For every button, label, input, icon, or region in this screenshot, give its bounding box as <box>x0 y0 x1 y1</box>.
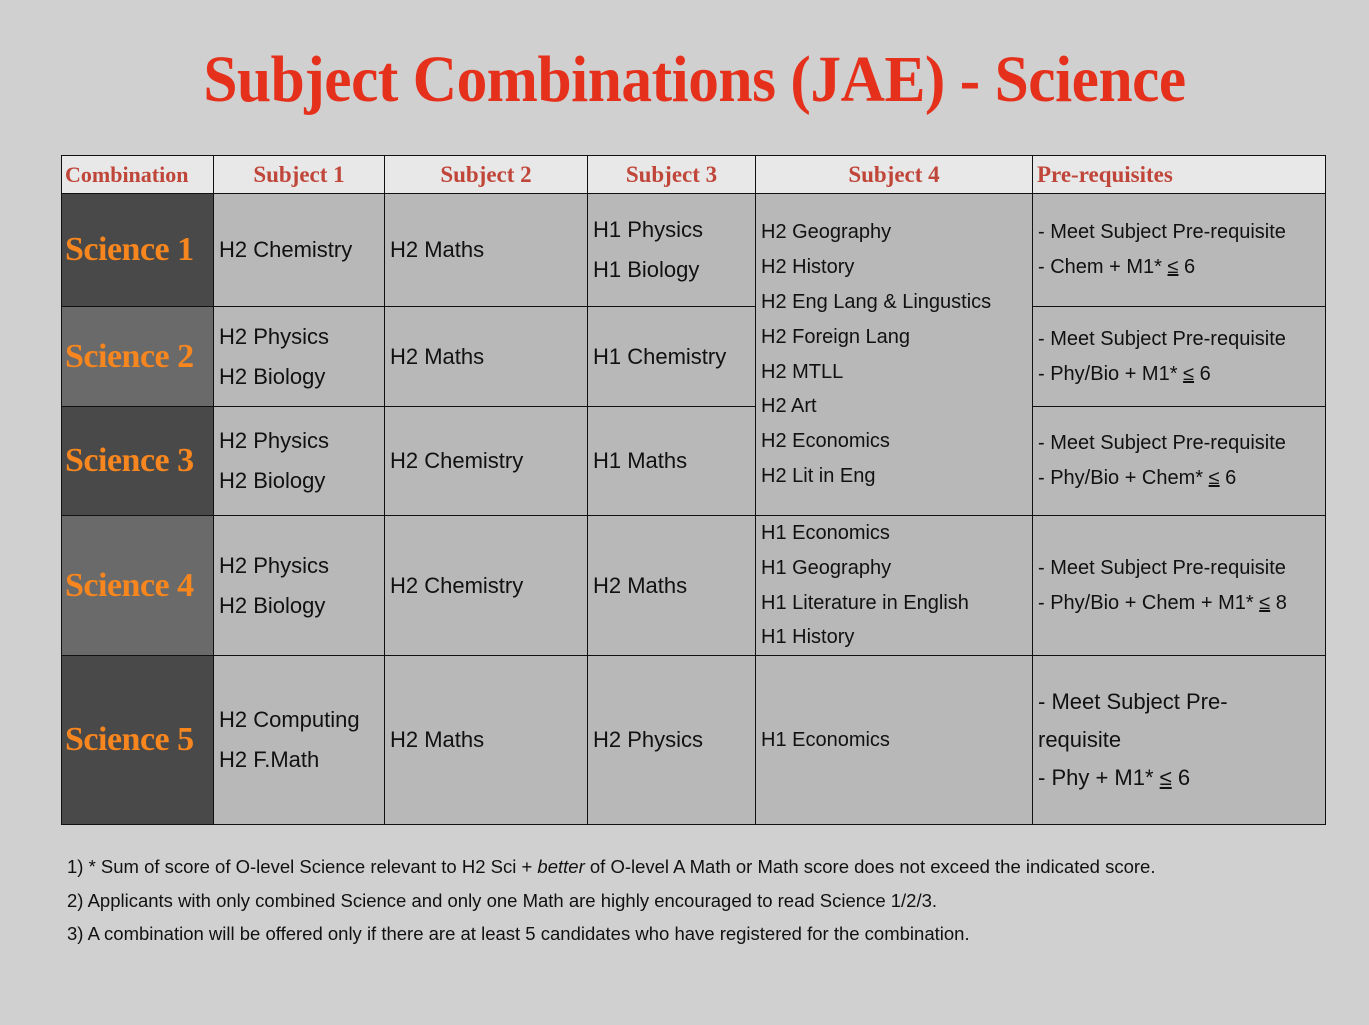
prerequisite-line: - Meet Subject Pre-requisite <box>1038 221 1286 243</box>
subject: H2 Art <box>761 395 817 418</box>
subject: H2 Maths <box>593 572 688 598</box>
footnote-3: 3) A combination will be offered only if there are at least 5 candidates who have registered for the combination. <box>67 923 970 944</box>
prerequisite-line: requisite <box>1038 727 1122 753</box>
subject: H1 Literature in English <box>761 591 969 614</box>
header-subject-2: Subject 2 <box>385 156 588 194</box>
prerequisite-line <box>1038 461 1325 496</box>
prerequisites-cell <box>1033 194 1326 307</box>
table-header-row <box>62 156 1326 194</box>
subject: H2 MTLL <box>761 360 844 383</box>
less-equal-symbol: ≤ <box>1208 467 1220 489</box>
subject: H2 Geography <box>761 221 892 244</box>
subject: H2 Chemistry <box>219 237 353 262</box>
combination-label: Science 1 <box>62 194 214 307</box>
subject: H2 Physics <box>593 727 704 753</box>
subject-2-cell <box>385 194 588 307</box>
subject: H2 Physics <box>219 552 330 578</box>
prerequisites-cell <box>1033 407 1326 516</box>
prerequisite-line: - Meet Subject Pre- <box>1038 689 1228 715</box>
subject: H2 Economics <box>761 430 890 453</box>
header-combination: Combination <box>62 156 214 194</box>
subject-3-cell <box>588 407 756 516</box>
table-row-science-2 <box>62 307 1326 407</box>
table-row-science-1 <box>62 194 1326 307</box>
footnote-text: 1) * Sum of score of O-level Science relevant to H2 Sci + <box>67 856 538 877</box>
prerequisites-cell <box>1033 307 1326 407</box>
subject: H2 Physics <box>219 428 330 453</box>
prerequisite-text: - Phy/Bio + Chem* <box>1038 467 1209 489</box>
table-row-science-3 <box>62 407 1326 516</box>
subject: H2 Biology <box>219 363 326 389</box>
less-equal-symbol: ≤ <box>1159 765 1172 791</box>
subject-3-cell <box>588 194 756 307</box>
prerequisite-score: 6 <box>1194 362 1211 385</box>
table-row-science-5 <box>62 656 1326 825</box>
subject: H2 Maths <box>390 727 485 753</box>
subject-3-cell <box>588 516 756 656</box>
prerequisite-text: - Phy/Bio + Chem + M1* <box>1038 591 1260 614</box>
subject-1-cell <box>214 407 385 516</box>
footnote-text: of O-level A Math or Math score does not exceed the indicated score. <box>584 856 1156 877</box>
subject-2-cell <box>385 656 588 825</box>
subject-1-cell <box>214 307 385 407</box>
header-prerequisites: Pre-requisites <box>1033 156 1326 194</box>
subject: H1 Biology <box>593 257 700 282</box>
footnote-emphasis: better <box>537 856 585 877</box>
footnote-2: 2) Applicants with only combined Science and only one Math are highly encouraged to read Science 1/2/3. <box>67 889 938 911</box>
subject: H1 Geography <box>761 556 892 579</box>
prerequisite-line <box>1038 357 1325 392</box>
less-equal-symbol: ≤ <box>1259 591 1271 614</box>
subject-3-cell <box>588 307 756 407</box>
subject: H2 Maths <box>390 343 485 369</box>
prerequisites-cell <box>1033 656 1326 825</box>
prerequisite-line <box>1038 250 1325 285</box>
subject: H2 Lit in Eng <box>761 464 876 487</box>
footnote-1 <box>67 850 1155 884</box>
header-subject-1: Subject 1 <box>214 156 385 194</box>
subject: H1 Maths <box>593 448 688 473</box>
subject-4-cell <box>756 656 1033 825</box>
prerequisite-score: 6 <box>1178 256 1196 278</box>
combination-label: Science 2 <box>62 307 214 407</box>
prerequisite-text: - Phy + M1* <box>1038 765 1160 791</box>
prerequisite-text: - Chem + M1* <box>1038 256 1168 278</box>
subject: H2 Computing <box>219 707 360 733</box>
subject-4-cell-shared <box>756 194 1033 516</box>
combination-label: Science 3 <box>62 407 214 516</box>
subject: H1 Chemistry <box>593 343 727 369</box>
prerequisites-cell <box>1033 516 1326 656</box>
subject: H2 Biology <box>219 468 326 493</box>
subject: H2 Chemistry <box>390 448 524 473</box>
prerequisite-score: 6 <box>1171 765 1191 791</box>
subject-4-cell <box>756 516 1033 656</box>
less-equal-symbol: ≤ <box>1183 362 1195 385</box>
subject-3-cell <box>588 656 756 825</box>
combination-label: Science 4 <box>62 516 214 656</box>
subject: H2 Biology <box>219 592 326 618</box>
subject: H2 Chemistry <box>390 572 524 598</box>
prerequisite-line: - Meet Subject Pre-requisite <box>1038 327 1286 350</box>
subject: H2 History <box>761 256 855 279</box>
table-row-science-4 <box>62 516 1326 656</box>
subject: H2 Foreign Lang <box>761 325 910 348</box>
subject: H1 Physics <box>593 217 704 242</box>
header-subject-3: Subject 3 <box>588 156 756 194</box>
prerequisite-line <box>1038 586 1325 621</box>
subject-2-cell <box>385 516 588 656</box>
prerequisite-line: - Meet Subject Pre-requisite <box>1038 432 1286 454</box>
subject: H2 Physics <box>219 323 330 349</box>
subject: H2 Eng Lang & Lingustics <box>761 290 992 313</box>
combination-label: Science 5 <box>62 656 214 825</box>
footnotes <box>67 850 1155 951</box>
prerequisite-score: 6 <box>1219 467 1237 489</box>
subject: H1 History <box>761 626 855 649</box>
prerequisite-line: - Meet Subject Pre-requisite <box>1038 556 1286 579</box>
subject-1-cell <box>214 656 385 825</box>
subject-1-cell <box>214 516 385 656</box>
subject-combinations-table <box>61 155 1326 825</box>
prerequisite-line <box>1038 759 1325 797</box>
subject: H1 Economics <box>761 522 890 544</box>
subject-1-cell <box>214 194 385 307</box>
page-title: Subject Combinations (JAE) - Science <box>203 43 1186 116</box>
subject-2-cell <box>385 307 588 407</box>
less-equal-symbol: ≤ <box>1167 256 1179 278</box>
header-subject-4: Subject 4 <box>756 156 1033 194</box>
subject: H2 Maths <box>390 237 485 262</box>
prerequisite-text: - Phy/Bio + M1* <box>1038 362 1184 385</box>
subject-2-cell <box>385 407 588 516</box>
subject: H1 Economics <box>761 728 890 751</box>
subject: H2 F.Math <box>219 747 320 773</box>
prerequisite-score: 8 <box>1270 591 1287 614</box>
